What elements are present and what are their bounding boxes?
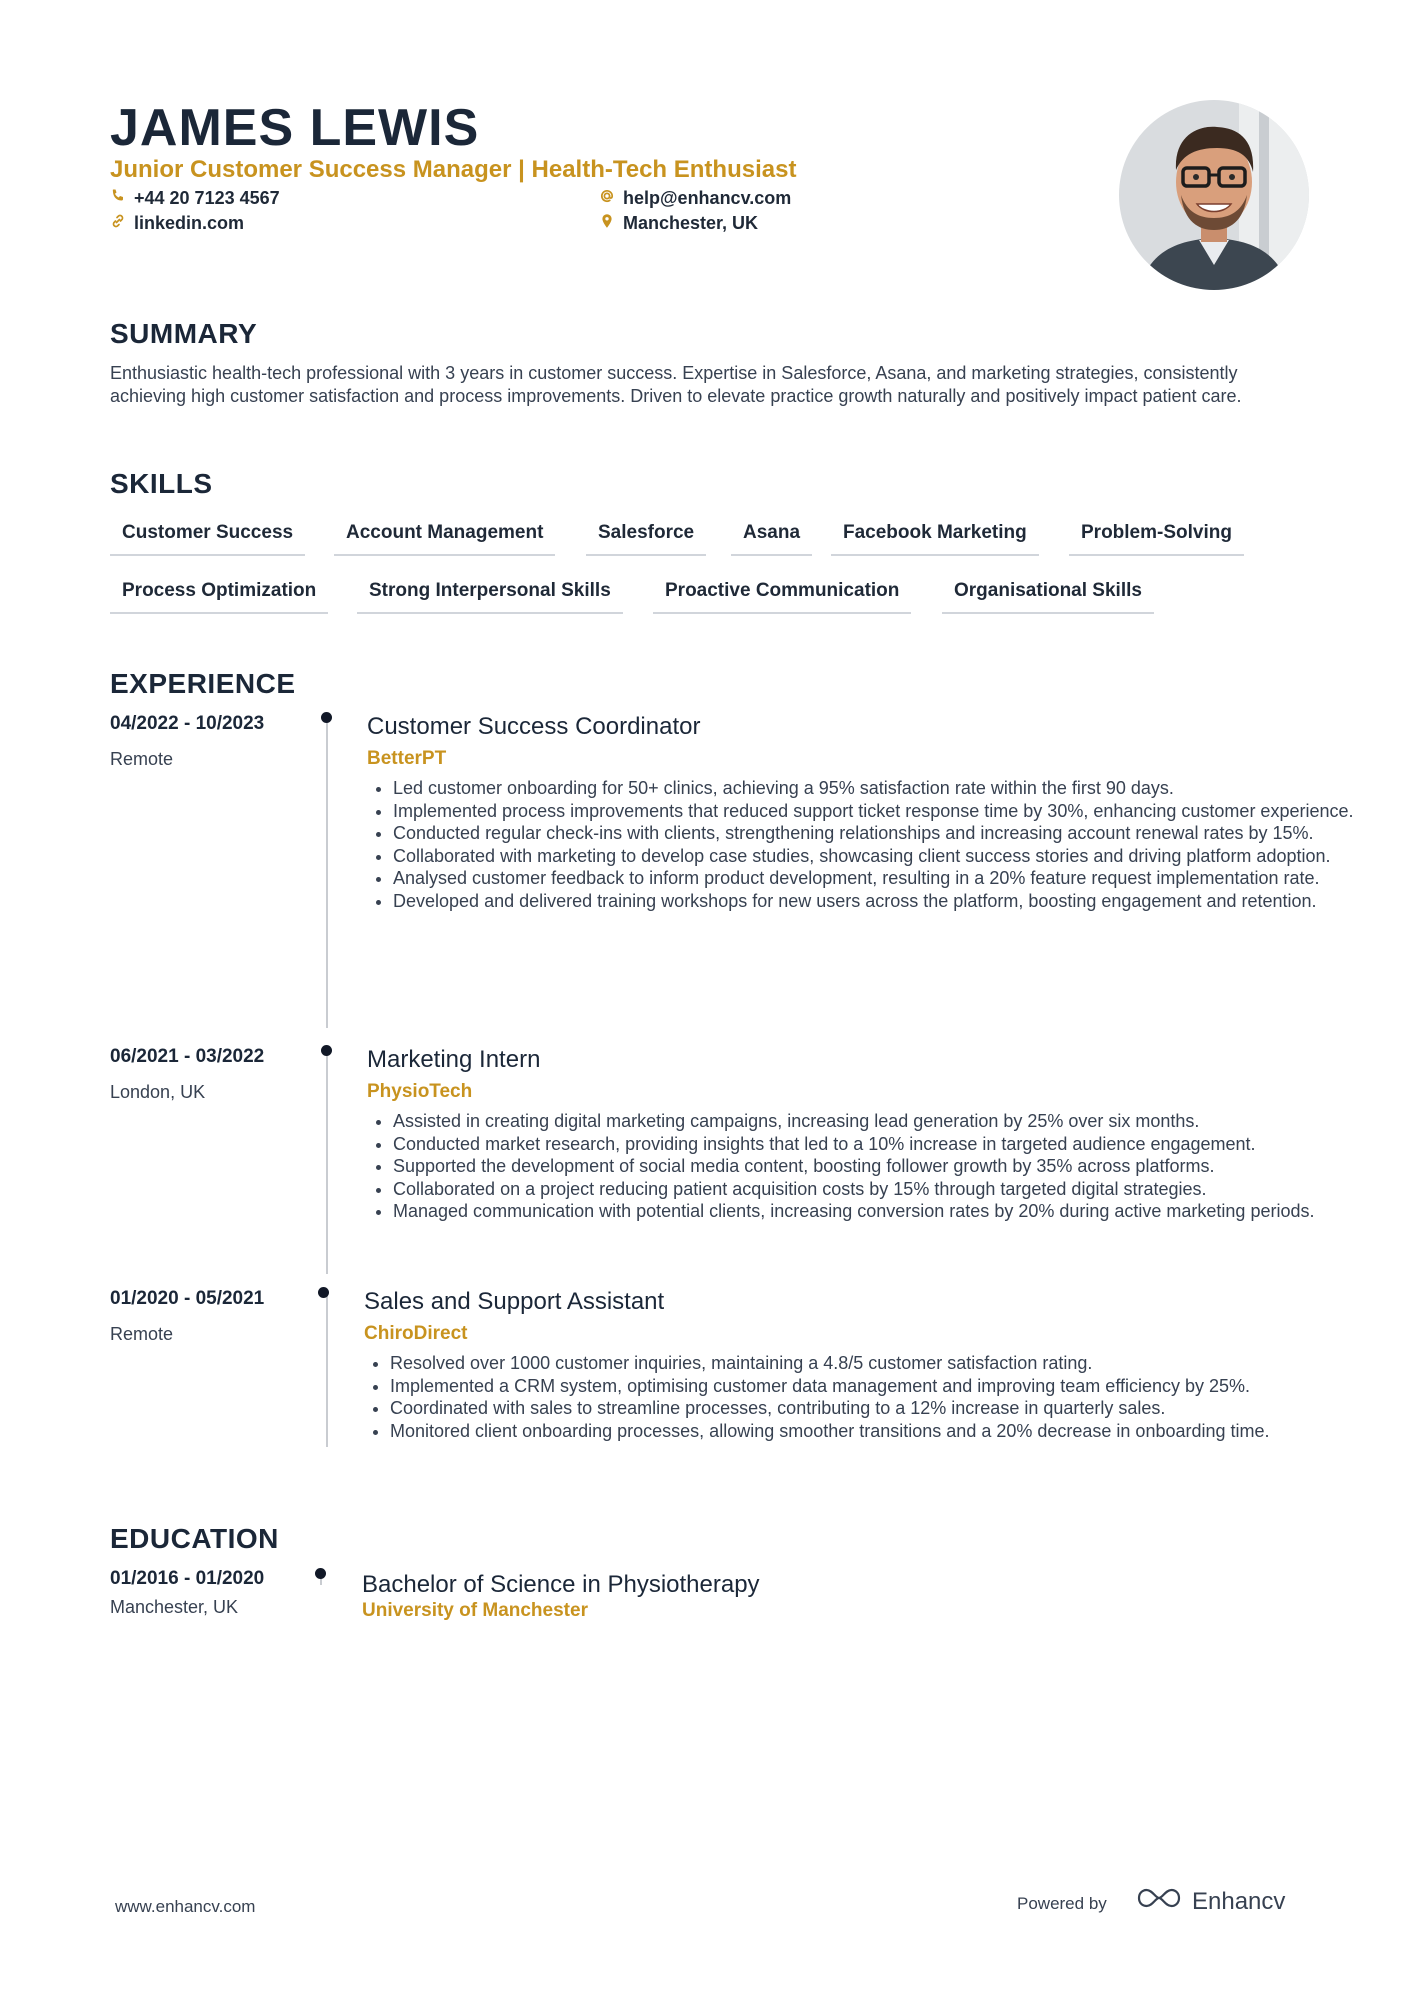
timeline-dot bbox=[321, 1045, 332, 1056]
bullet-item: • Managed communication with potential clients, increasing conversion rates by 20% during active marketing periods. bbox=[393, 1200, 1403, 1223]
bullet-item: • Implemented process improvements that reduced support ticket response time by 30%, enhancing customer experience. bbox=[393, 800, 1403, 823]
company-name: BetterPT bbox=[367, 748, 447, 769]
enhancv-logo[interactable] bbox=[1136, 1885, 1285, 1918]
summary-text: Enthusiastic health-tech professional with 3 years in customer success. Expertise in Salesforce, Asana, and marketing strategies, consistently achieving high customer satisfaction and process improvements. Driven to elevate practice growth naturally and positively impact patient care. bbox=[110, 363, 1242, 406]
education-dates: 01/2016 - 01/2020 bbox=[110, 1568, 265, 1589]
job-title: Sales and Support Assistant bbox=[364, 1288, 665, 1315]
bullet-item: • Conducted regular check-ins with clients, strengthening relationships and increasing account renewal rates by 15%. bbox=[393, 822, 1403, 845]
job-dates: 06/2021 - 03/2022 bbox=[110, 1046, 265, 1067]
education-location: Manchester, UK bbox=[110, 1597, 239, 1617]
job-title: Customer Success Coordinator bbox=[367, 713, 701, 740]
bullet-item: • Monitored client onboarding processes, allowing smoother transitions and a 20% decrease in onboarding time. bbox=[390, 1420, 1400, 1443]
skill-tag: Problem-Solving bbox=[1069, 522, 1244, 556]
degree-title: Bachelor of Science in Physiotherapy bbox=[362, 1571, 760, 1598]
enhancv-infinity-icon bbox=[1136, 1885, 1182, 1918]
bullet-item: • Assisted in creating digital marketing campaigns, increasing lead generation by 25% over six months. bbox=[393, 1110, 1403, 1133]
job-location: Remote bbox=[110, 749, 174, 769]
bullet-item: • Supported the development of social media content, boosting follower growth by 35% across platforms. bbox=[393, 1155, 1403, 1178]
skills-heading: SKILLS bbox=[110, 468, 213, 499]
skill-tag: Process Optimization bbox=[110, 580, 328, 614]
timeline-dot bbox=[315, 1568, 326, 1579]
at-icon bbox=[599, 188, 615, 209]
bullet-item: • Implemented a CRM system, optimising customer data management and improving team efficiency by 25%. bbox=[390, 1375, 1400, 1398]
company-name: ChiroDirect bbox=[364, 1323, 468, 1344]
candidate-name: JAMES LEWIS bbox=[110, 99, 480, 157]
location-text: Manchester, UK bbox=[623, 213, 759, 233]
linkedin-link[interactable]: linkedin.com bbox=[134, 213, 245, 233]
skill-tag: Organisational Skills bbox=[942, 580, 1154, 614]
profile-photo bbox=[1119, 100, 1309, 290]
phone-icon bbox=[110, 188, 126, 209]
experience-heading: EXPERIENCE bbox=[110, 668, 296, 699]
contact-linkedin[interactable] bbox=[110, 213, 244, 234]
skill-tag: Salesforce bbox=[586, 522, 706, 556]
bullet-item: • Collaborated with marketing to develop case studies, showcasing client success stories and driving platform adoption. bbox=[393, 845, 1403, 868]
contact-location bbox=[599, 213, 758, 234]
job-dates: 01/2020 - 05/2021 bbox=[110, 1288, 265, 1309]
job-dates: 04/2022 - 10/2023 bbox=[110, 713, 265, 734]
job-location: London, UK bbox=[110, 1082, 206, 1102]
skill-tag: Facebook Marketing bbox=[831, 522, 1039, 556]
job-title: Marketing Intern bbox=[367, 1046, 541, 1073]
bullet-item: • Resolved over 1000 customer inquiries, maintaining a 4.8/5 customer satisfaction rating. bbox=[390, 1352, 1400, 1375]
footer-powered-by: Powered by bbox=[1017, 1894, 1107, 1913]
job-bullets bbox=[367, 1110, 1403, 1223]
link-icon bbox=[110, 213, 126, 234]
bullet-item: • Collaborated on a project reducing patient acquisition costs by 15% through targeted digital strategies. bbox=[393, 1178, 1403, 1201]
candidate-title: Junior Customer Success Manager | Health-Tech Enthusiast bbox=[110, 156, 797, 183]
skill-tag: Customer Success bbox=[110, 522, 305, 556]
timeline-line bbox=[326, 1295, 328, 1447]
location-pin-icon bbox=[599, 213, 615, 234]
skill-tag: Strong Interpersonal Skills bbox=[357, 580, 623, 614]
contact-phone bbox=[110, 188, 280, 209]
timeline-line bbox=[326, 720, 328, 1028]
timeline-line bbox=[326, 1053, 328, 1274]
bullet-item: • Analysed customer feedback to inform product development, resulting in a 20% feature request implementation rate. bbox=[393, 867, 1403, 890]
timeline-dot bbox=[321, 712, 332, 723]
bullet-item: • Conducted market research, providing insights that led to a 10% increase in targeted audience engagement. bbox=[393, 1133, 1403, 1156]
timeline-dot bbox=[318, 1287, 329, 1298]
email-link[interactable]: help@enhancv.com bbox=[623, 188, 792, 208]
footer-website[interactable]: www.enhancv.com bbox=[115, 1897, 256, 1916]
enhancv-wordmark: Enhancv bbox=[1192, 1887, 1286, 1915]
skill-tag: Asana bbox=[731, 522, 812, 556]
job-location: Remote bbox=[110, 1324, 174, 1344]
job-bullets bbox=[364, 1352, 1400, 1442]
job-bullets bbox=[367, 777, 1403, 913]
bullet-item: • Developed and delivered training workshops for new users across the platform, boosting engagement and retention. bbox=[393, 890, 1403, 913]
contact-email[interactable] bbox=[599, 188, 791, 209]
company-name: PhysioTech bbox=[367, 1081, 473, 1102]
summary-heading: SUMMARY bbox=[110, 318, 258, 349]
bullet-item: • Coordinated with sales to streamline processes, contributing to a 12% increase in quarterly sales. bbox=[390, 1397, 1400, 1420]
skill-tag: Proactive Communication bbox=[653, 580, 911, 614]
skill-tag: Account Management bbox=[334, 522, 555, 556]
school-name: University of Manchester bbox=[362, 1600, 588, 1621]
bullet-item: • Led customer onboarding for 50+ clinics, achieving a 95% satisfaction rate within the first 90 days. bbox=[393, 777, 1403, 800]
phone-text: +44 20 7123 4567 bbox=[134, 188, 280, 208]
education-heading: EDUCATION bbox=[110, 1523, 279, 1554]
